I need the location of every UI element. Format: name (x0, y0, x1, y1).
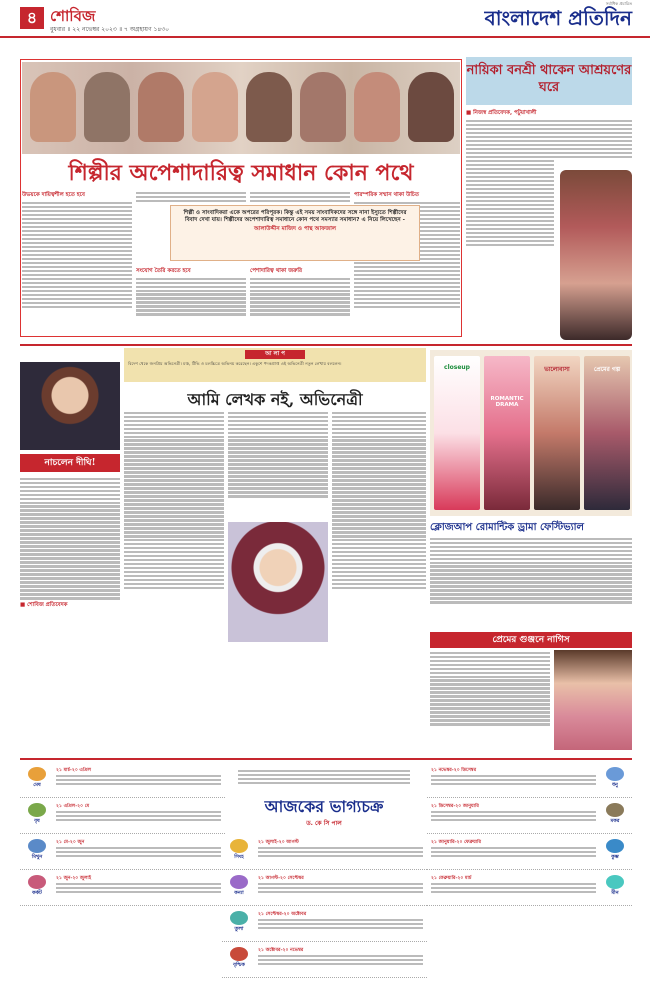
zodiac-item: কন্যা ২১ আগস্ট-২০ সেপ্টেম্বর (222, 872, 427, 906)
libra-icon (230, 911, 248, 925)
zodiac-item: বৃশ্চিক ২১ অক্টোবর-২০ নভেম্বর (222, 944, 427, 978)
story-body (430, 650, 550, 750)
section-divider (20, 758, 632, 760)
masthead-logo[interactable]: বাংলাদেশ প্রতিদিন (484, 6, 632, 30)
feature-subhead: পেশাদারিত্ব থাকা জরুরি (250, 267, 302, 274)
aquarius-icon (606, 839, 624, 853)
capricorn-icon (606, 803, 624, 817)
pull-quote-author: আলাউদ্দীন মাজিদ ও পান্থ আফজাল (253, 226, 337, 232)
feature-headline[interactable]: শিল্পীর অপেশাদারিত্ব সমাধান কোন পথে (68, 160, 414, 186)
cancer-icon (28, 875, 46, 889)
artist-photo (246, 72, 292, 142)
story-headline[interactable]: আমি লেখক নই, অভিনেত্রী (187, 390, 363, 409)
story-headline[interactable]: নায়িকা বনশ্রী থাকেন আশ্রয়ণের ঘরে (466, 63, 632, 95)
zodiac-item: মেষ ২১ মার্চ-২০ এপ্রিল (20, 764, 225, 798)
artist-photo (354, 72, 400, 142)
virgo-icon (230, 875, 248, 889)
gemini-icon (28, 839, 46, 853)
drama-poster[interactable]: প্রেমের গল্প (584, 356, 630, 510)
zodiac-item: মকর ২১ ডিসেম্বর-২০ জানুয়ারি (427, 800, 632, 834)
feature-subhead: উভয়কে দায়িত্বশীল হতে হবে (22, 192, 85, 198)
feature-subhead: পারস্পরিক সম্মান থাকা উচিত (354, 192, 419, 198)
story-headline[interactable]: প্রেমের গুঞ্জনে নাগিস (430, 632, 632, 648)
artist-photo (30, 72, 76, 142)
section-title: শোবিজ (50, 7, 96, 25)
pull-quote-text: শিল্পী ও সাংবাদিকরা একে অপরের পরিপূরক। কিন্তু এই সময় সাংবাদিকদের সঙ্গে নানা ইস্যুতে শিল্পীদের বিবাদ দেখা যায়। শিল্পীদের অপেশাদারিত্ব সমাধানে কোন পথে সমস্যার সমাধান? এ নিয়ে লিখেছেন - (183, 210, 407, 223)
story-byline: ■ নিজস্ব প্রতিবেদক, পটুয়াখালী (466, 110, 537, 116)
drama-posters (430, 350, 632, 516)
feature-column (22, 190, 132, 332)
artist-photo (84, 72, 130, 142)
drama-poster[interactable]: closeup (434, 356, 480, 510)
story-byline: ■ শোবিজ প্রতিবেদক (20, 601, 68, 608)
zodiac-item: সিংহ ২১ জুলাই-২০ আগস্ট (222, 836, 427, 870)
section-divider (20, 344, 632, 346)
drama-poster[interactable]: ROMANTIC DRAMA (484, 356, 530, 510)
artist-photo (408, 72, 454, 142)
drama-poster[interactable]: ভালোবাসা (534, 356, 580, 510)
horoscope-title[interactable]: আজকের ভাগ্যচক্র (264, 797, 384, 816)
page-number: ৪ (20, 7, 44, 29)
feature-pull-quote (170, 205, 420, 261)
interview-column (228, 410, 328, 520)
leo-icon (230, 839, 248, 853)
story-headline[interactable]: নাচলেন দীঘি! (20, 454, 120, 472)
actress-photo (560, 170, 632, 340)
zodiac-item: ধনু ২১ নভেম্বর-২০ ডিসেম্বর (427, 764, 632, 798)
scorpio-icon (230, 947, 248, 961)
interview-column (332, 410, 426, 640)
story-body (430, 536, 632, 626)
dateline: বুধবার ॥ ২২ নভেম্বর ২০২৩ ॥ ৭ অগ্রহায়ণ ১৪৩০ (50, 26, 170, 33)
dighi-photo (20, 362, 120, 450)
actress-photo (554, 650, 632, 750)
horoscope-intro (238, 768, 410, 786)
interview-column (124, 410, 224, 640)
zodiac-item: কুম্ভ ২১ জানুয়ারি-২০ ফেব্রুয়ারি (427, 836, 632, 870)
artist-photo (192, 72, 238, 142)
zodiac-item: মিথুন ২১ মে-২০ জুন (20, 836, 225, 870)
story-headline[interactable]: ক্লোজআপ রোমান্টিক ড্রামা ফেস্টিভ্যাল (430, 522, 584, 533)
actress-photo (228, 522, 328, 642)
zodiac-item: মীন ২১ ফেব্রুয়ারি-২০ মার্চ (427, 872, 632, 906)
artist-photo (138, 72, 184, 142)
interview-intro: বিদেশ থেকে জনপ্রিয় অভিনেত্রী। মঞ্চ, টিভি ও চলচ্চিত্রে অভিনয় করেছেন। একুশে পদকপ্রাপ্ত এই অভিনেত্রী নতুন লেখায় বললেন। (128, 361, 342, 366)
pisces-icon (606, 875, 624, 889)
zodiac-item: তুলা ২১ সেপ্টেম্বর-২০ অক্টোবর (222, 908, 427, 942)
aries-icon (28, 767, 46, 781)
feature-photo-strip (22, 62, 460, 154)
horoscope-author: ড. কে সি পাল (306, 820, 342, 827)
zodiac-item: কর্কট ২১ জুন-২০ জুলাই (20, 872, 225, 906)
masthead-tagline: সর্বাধিক প্রচারিত (605, 1, 632, 6)
artist-photo (300, 72, 346, 142)
taurus-icon (28, 803, 46, 817)
story-body (20, 476, 120, 636)
zodiac-item: বৃষ ২১ এপ্রিল-২০ মে (20, 800, 225, 834)
sagittarius-icon (606, 767, 624, 781)
interview-label: আ লা প (245, 350, 305, 359)
feature-subhead: সংযোগ তৈরি করতে হবে (136, 267, 191, 274)
